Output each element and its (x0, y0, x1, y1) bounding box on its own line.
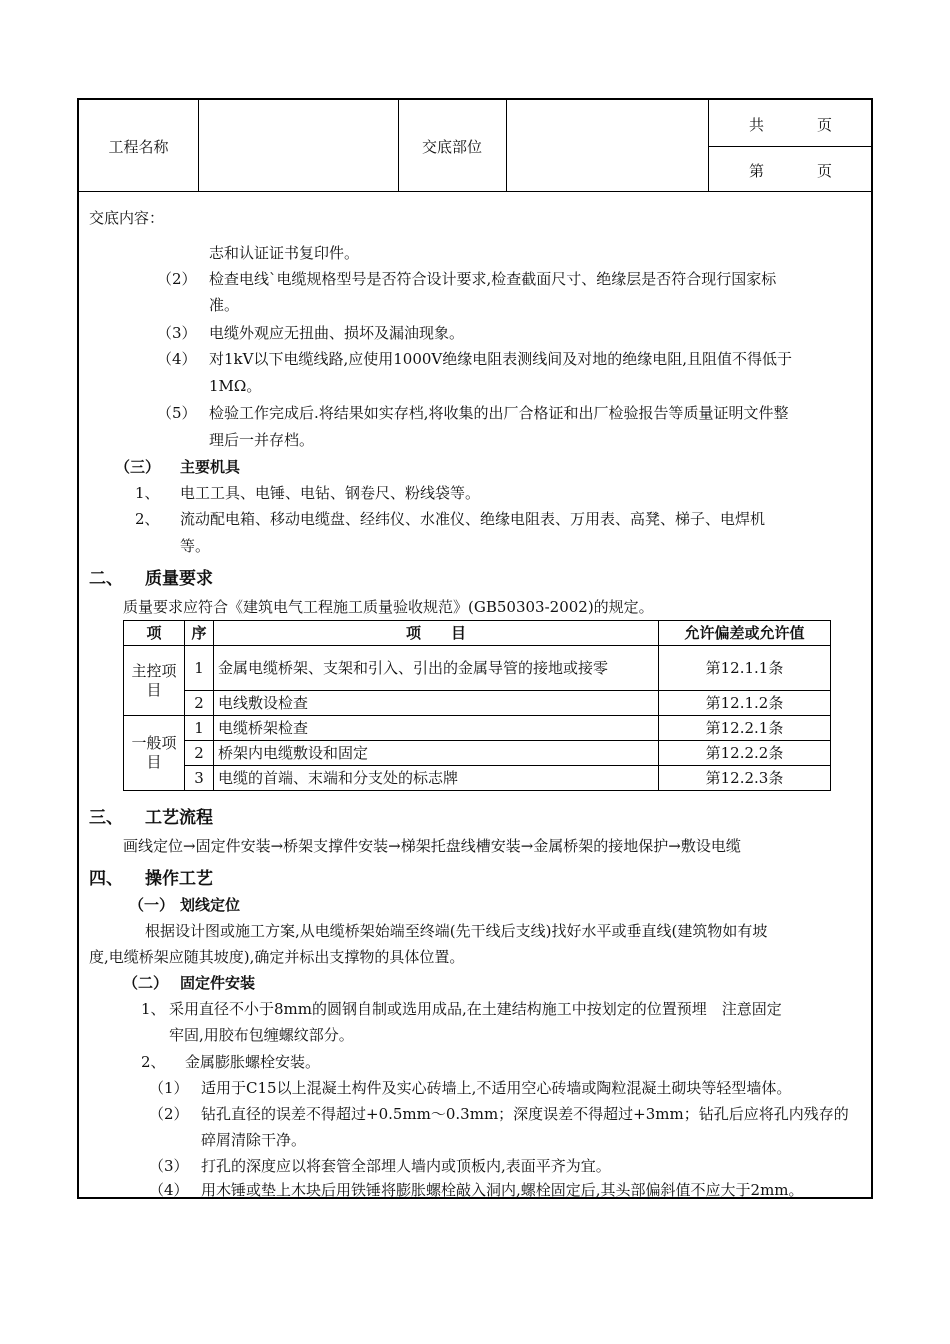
section-two-text: 质量要求应符合《建筑电气工程施工质量验收规范》(GB50303-2002)的规定。 (123, 598, 654, 616)
para-4-number: （4） (157, 350, 197, 368)
row-value: 第12.1.2条 (659, 691, 831, 716)
bolt-2-number: （2） (149, 1105, 189, 1123)
table-row (124, 741, 831, 766)
section-four-number: 四、 (89, 869, 123, 889)
para-4-line-2: 1MΩ。 (209, 377, 262, 395)
row-item: 金属电缆桥架、支架和引入、引出的金属导管的接地或接零 (214, 646, 659, 691)
para-3: 电缆外观应无扭曲、损坏及漏油现象。 (209, 324, 465, 342)
subsection-1-title: 划线定位 (180, 896, 241, 914)
section-two-number: 二、 (89, 569, 123, 589)
subsection-2-number: （二） (123, 974, 169, 992)
row-seq: 3 (185, 766, 214, 791)
section-three-title: 工艺流程 (145, 808, 213, 828)
total-pages-unit: 页 (817, 116, 833, 134)
subsection-1-number: （一） (129, 896, 175, 914)
para-5-line-2: 理后一并存档。 (209, 431, 315, 449)
table-row (124, 716, 831, 741)
para-3-number: （3） (157, 324, 197, 342)
fix-1-line-1: 采用直径不小于8mm的圆钢自制或选用成品,在土建结构施工中按划定的位置预埋 注意固定 (169, 1000, 782, 1018)
project-name-value (198, 100, 398, 192)
table-row (124, 691, 831, 716)
fix-2: 金属膨胀螺栓安装。 (185, 1053, 321, 1071)
para-1: 志和认证证书复印件。 (209, 244, 360, 262)
tool-2-line-1: 流动配电箱、移动电缆盘、经纬仪、水准仪、绝缘电阻表、万用表、高凳、梯子、电焊机 (180, 510, 766, 528)
group-main-control: 主控项目 (124, 646, 185, 716)
row-item: 电线敷设检查 (214, 691, 659, 716)
section-two-title: 质量要求 (145, 569, 213, 589)
content-label: 交底内容： (89, 209, 165, 227)
row-item: 电缆的首端、末端和分支处的标志牌 (214, 766, 659, 791)
tool-1: 电工工具、电锤、电钻、钢卷尺、粉线袋等。 (180, 484, 481, 502)
bolt-1: 适用于C15以上混凝土构件及实心砖墙上,不适用空心砖墙或陶粒混凝土砌块等轻型墙体。 (201, 1079, 792, 1097)
process-flow: 画线定位→固定件安装→桥架支撑件安装→梯架托盘线槽安装→金属桥架的接地保护→敷设电缆 (123, 837, 741, 855)
row-seq: 2 (185, 691, 214, 716)
row-value: 第12.2.2条 (659, 741, 831, 766)
para-4-line-1: 对1kV以下电缆线路,应使用1000V绝缘电阻表测线间及对地的绝缘电阻,且阻值不得低于 (209, 350, 793, 368)
project-name-label: 工程名称 (108, 137, 169, 156)
table-row (124, 646, 831, 691)
tool-1-number: 1、 (135, 484, 160, 502)
table-row (124, 766, 831, 791)
bolt-4-number: （4） (149, 1181, 189, 1199)
tool-2-line-2: 等。 (180, 537, 211, 555)
subsection-1-line-2: 度,电缆桥架应随其坡度),确定并标出支撑物的具体位置。 (89, 948, 465, 966)
header-allowance: 允许偏差或允许值 (659, 621, 831, 646)
subsection-2-title: 固定件安装 (180, 974, 256, 992)
para-2-line-2: 准。 (209, 296, 240, 314)
row-seq: 2 (185, 741, 214, 766)
table-header-row (124, 621, 831, 646)
section-three-number: 三、 (89, 808, 123, 828)
bolt-3: 打孔的深度应以将套管全部埋人墙内或顶板内,表面平齐为宜。 (201, 1157, 611, 1175)
section-four-title: 操作工艺 (145, 869, 213, 889)
document-frame (77, 98, 873, 1199)
row-value: 第12.2.3条 (659, 766, 831, 791)
row-value: 第12.2.1条 (659, 716, 831, 741)
row-seq: 1 (185, 646, 214, 691)
header-table (79, 100, 871, 192)
bolt-2-line-1: 钻孔直径的误差不得超过+0.5mm～0.3mm；深度误差不得超过+3mm；钻孔后应将孔内残存的 (201, 1105, 849, 1123)
handover-part-label: 交底部位 (421, 137, 482, 156)
header-seq: 序 (185, 621, 214, 646)
fix-1-line-2: 牢固,用胶布包缠螺纹部分。 (169, 1026, 354, 1044)
group-general: 一般项目 (124, 716, 185, 791)
bolt-3-number: （3） (149, 1157, 189, 1175)
row-seq: 1 (185, 716, 214, 741)
handover-part-value (506, 100, 708, 192)
section-3-number: （三） (115, 458, 161, 476)
page-number-unit: 页 (817, 162, 833, 180)
row-value: 第12.1.1条 (659, 646, 831, 691)
total-pages-label: 共 (749, 116, 765, 134)
bolt-4: 用木锤或垫上木块后用铁锤将膨胀螺栓敲入洞内,螺栓固定后,其头部偏斜值不应大于2mm。 (201, 1181, 804, 1199)
fix-1-number: 1、 (141, 1000, 166, 1018)
quality-table (123, 620, 831, 791)
para-5-number: （5） (157, 404, 197, 422)
header-item: 项 目 (214, 621, 659, 646)
para-5-line-1: 检验工作完成后.将结果如实存档,将收集的出厂合格证和出厂检验报告等质量证明文件整 (209, 404, 789, 422)
row-item: 电缆桥架检查 (214, 716, 659, 741)
fix-2-number: 2、 (141, 1053, 166, 1071)
bolt-1-number: （1） (149, 1079, 189, 1097)
tool-2-number: 2、 (135, 510, 160, 528)
page-number-label: 第 (749, 162, 765, 180)
bolt-2-line-2: 碎屑清除干净。 (201, 1131, 307, 1149)
section-3-title: 主要机具 (180, 458, 241, 476)
para-2-line-1: 检查电线`电缆规格型号是否符合设计要求,检查截面尺寸、绝缘层是否符合现行国家标 (209, 270, 777, 288)
subsection-1-line-1: 根据设计图或施工方案,从电缆桥架始端至终端(先干线后支线)找好水平或垂直线(建筑物如有坡 (145, 922, 768, 940)
row-item: 桥架内电缆敷设和固定 (214, 741, 659, 766)
header-category: 项 (124, 621, 185, 646)
para-2-number: （2） (157, 270, 197, 288)
